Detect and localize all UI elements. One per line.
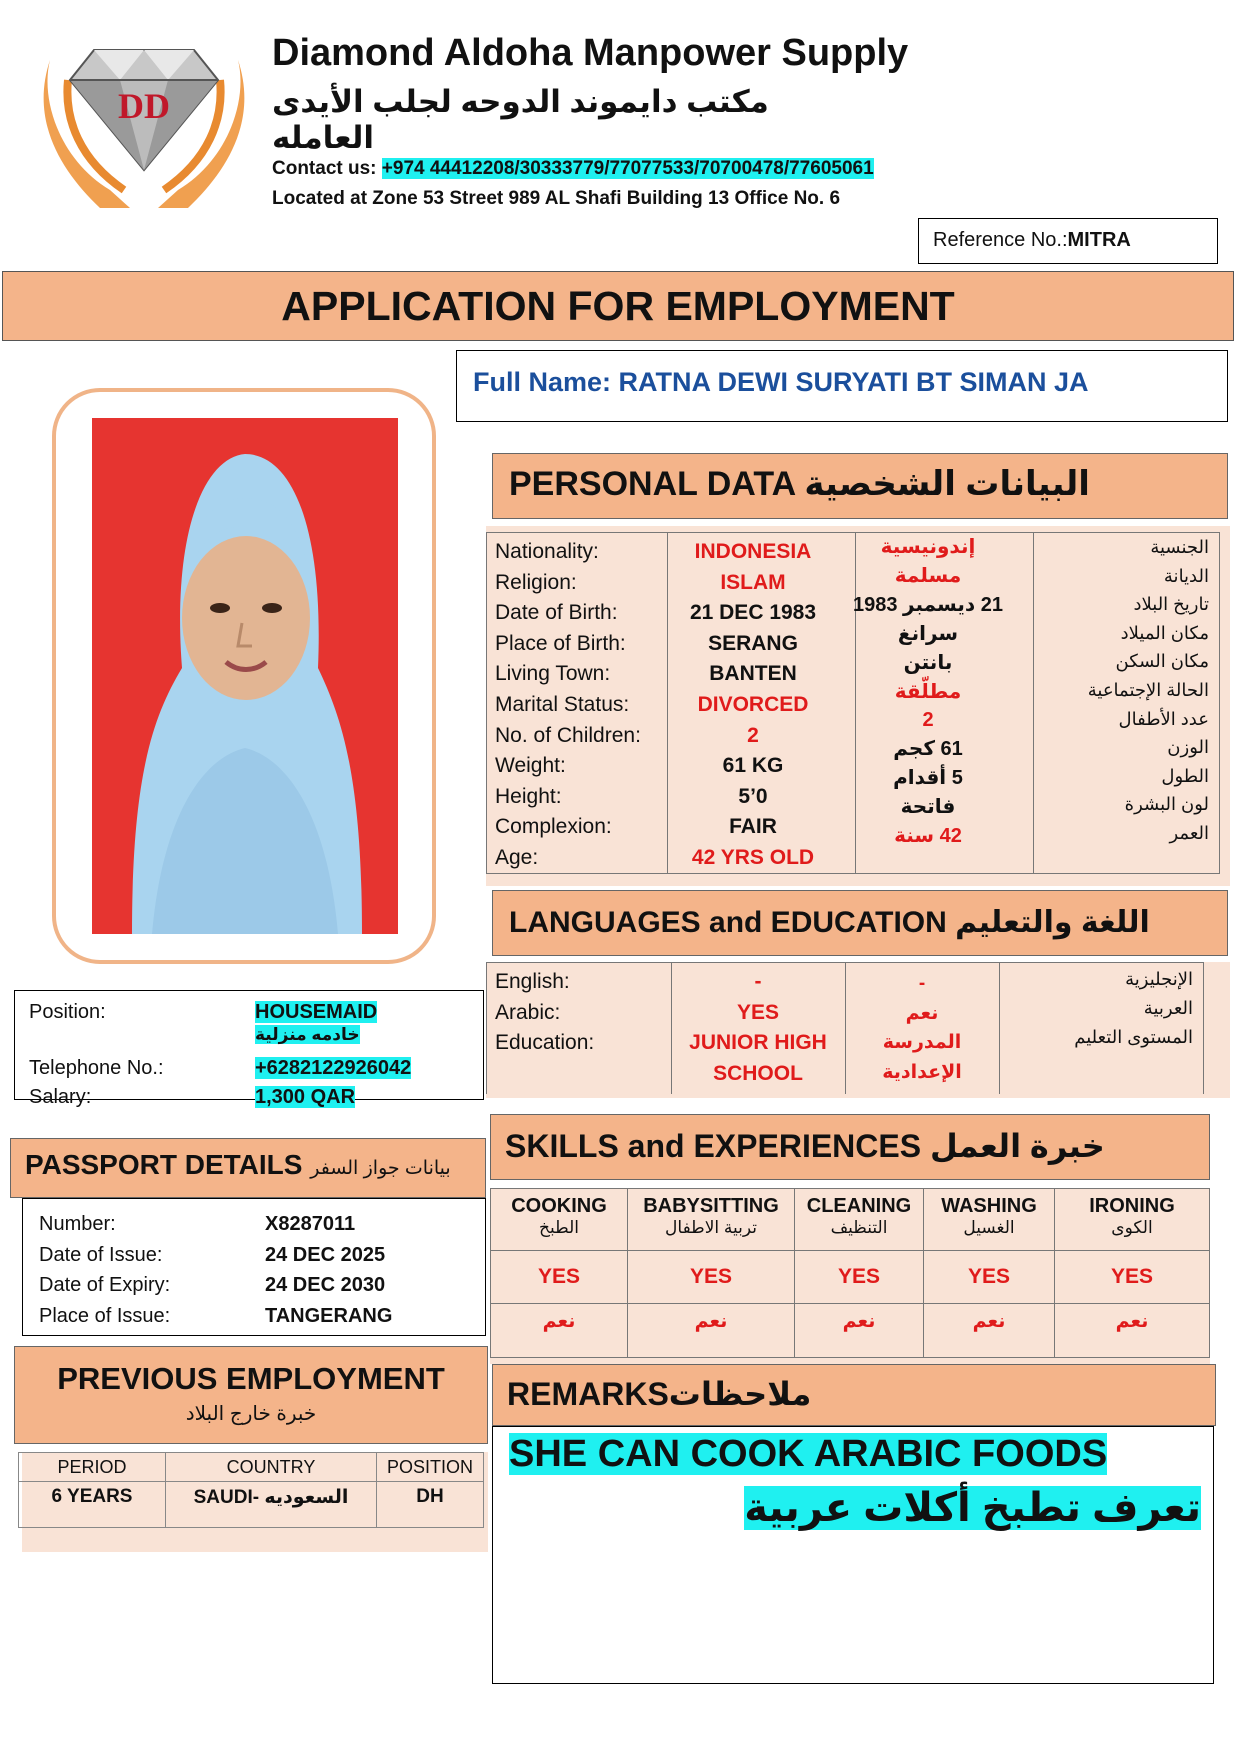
ar-value-age: 42 سنة [894,825,962,848]
personal-labels-ar [1025,533,1209,848]
contact-label: Contact us: [272,158,377,179]
ar-value-religion: مسلمة [894,564,962,587]
value-arabic: YES [736,1000,780,1024]
label-nationality: Nationality: [495,540,599,563]
personal-values-ar [835,533,1021,851]
ar-label-english: الإنجليزية [1125,969,1193,989]
label-weight: Weight: [495,754,566,778]
label-height: Height: [495,784,562,808]
ar-label-height: الطول [1161,765,1209,786]
skill-name: COOKING [511,1195,607,1217]
personal-labels [495,537,641,874]
value-marital: DIVORCED [697,692,809,716]
label-children: No. of Children: [495,723,641,747]
languages-title-en: LANGUAGES and EDUCATION [509,906,947,939]
prev-header-country: COUNTRY [166,1453,377,1482]
value-children: 2 [747,723,759,747]
personal-values [671,537,835,874]
label-education: Education: [495,1031,595,1054]
remarks-box [492,1426,1214,1684]
label-marital: Marital Status: [495,692,630,716]
value-age: 42 YRS OLD [691,845,815,869]
full-name-box [456,350,1228,422]
label-pob: Place of Birth: [495,631,626,655]
passport-values [265,1209,392,1331]
telephone-value: +6282122926042 [255,1057,412,1079]
languages-labels [495,967,594,1059]
company-name-en: Diamond Aldoha Manpower Supply [272,32,909,74]
remarks-text-ar: تعرف تطبخ أكلات عربية [744,1486,1201,1530]
ar-value-dob: 21 ديسمبر 1983 [852,593,1003,616]
remarks-text-en: SHE CAN COOK ARABIC FOODS [509,1433,1108,1475]
prev-header-position: POSITION [377,1453,484,1482]
skill-name-ar: تربية الاطفال [665,1218,757,1237]
skill-babysitting-value-ar: نعم [628,1303,795,1357]
skill-cooking-value: YES [491,1251,628,1303]
ar-label-weight: الوزن [1167,737,1209,758]
value-weight: 61 KG [722,754,784,778]
label-dob: Date of Birth: [495,601,618,625]
ar-label-complexion: لون البشرة [1124,794,1209,815]
applicant-photo [92,418,398,934]
ar-value-english: - [918,973,926,994]
languages-title-ar: اللغة والتعليم [955,906,1150,939]
personal-data-table [486,532,1220,874]
languages-header [492,890,1228,956]
previous-title-ar: خبرة خارج البلاد [185,1403,317,1425]
skill-name-ar: الطبخ [539,1218,579,1237]
label-religion: Religion: [495,570,577,594]
company-name-ar: مكتب دايموند الدوحه لجلب الأيدى العامله [272,84,769,155]
passport-number-label: Number: [39,1213,116,1235]
skill-cooking-header [491,1189,628,1251]
passport-place-label: Place of Issue: [39,1304,171,1327]
skill-cleaning-value: YES [795,1251,924,1303]
skills-table [490,1188,1210,1358]
salary-value: 1,300 QAR [255,1086,356,1108]
skill-cleaning-header [795,1189,924,1251]
reference-label: Reference No.: [933,229,1068,251]
skill-name-ar: الكوى [1111,1218,1153,1237]
ar-value-complexion: فاتحة [900,796,956,819]
position-box [14,990,484,1108]
ar-value-weight: 61 كجم [893,738,963,761]
skill-name: BABYSITTING [643,1195,779,1217]
skills-title-en: SKILLS and EXPERIENCES [505,1128,922,1164]
skill-ironing-value: YES [1055,1251,1210,1303]
ar-label-religion: الديانة [1163,565,1209,586]
ar-label-marital: الحالة الإجتماعية [1087,679,1209,700]
skill-ironing-header [1055,1189,1210,1251]
contact-line [272,158,874,180]
value-nationality: INDONESIA [694,540,812,563]
remarks-header [492,1364,1216,1426]
ar-label-living-town: مكان السكن [1115,651,1209,672]
passport-number-value: X8287011 [265,1213,356,1235]
remarks-title-ar: ملاحظات [668,1376,812,1412]
skill-name: CLEANING [806,1195,912,1217]
languages-table [486,962,1204,1094]
ar-value-children: 2 [922,709,934,732]
languages-labels-ar [1003,965,1193,1052]
value-education-2: SCHOOL [713,1061,803,1085]
ar-value-arabic: نعم [905,1002,939,1024]
position-label: Position: [29,1001,106,1023]
skill-washing-value: YES [924,1251,1055,1303]
ar-label-arabic: العربية [1143,998,1193,1018]
skill-cooking-value-ar: نعم [491,1303,628,1357]
skill-ironing-value-ar: نعم [1055,1303,1210,1357]
passport-place-value: TANGERANG [265,1304,393,1327]
ar-label-education: المستوى التعليم [1074,1027,1193,1047]
value-religion: ISLAM [720,570,786,594]
passport-expiry-value: 24 DEC 2030 [265,1274,386,1296]
label-english: English: [495,970,570,993]
passport-issue-value: 24 DEC 2025 [265,1243,386,1266]
page-title: APPLICATION FOR EMPLOYMENT [2,271,1234,341]
value-height: 5’0 [738,784,768,808]
languages-values [671,967,845,1089]
ar-label-age: العمر [1169,822,1209,843]
value-english: - [754,970,762,993]
ar-value-marital: مطلّقة [894,680,962,703]
full-name-label: Full Name: [473,367,612,397]
prev-position: DH [377,1482,484,1528]
skills-title-ar: خبرة العمل [929,1128,1105,1164]
value-living-town: BANTEN [709,662,797,686]
prev-period: 6 YEARS [19,1482,166,1528]
skills-header [490,1114,1210,1180]
office-location: Located at Zone 53 Street 989 AL Shafi Building 13 Office No. 6 [272,188,841,209]
full-name: RATNA DEWI SURYATI BT SIMAN JA [618,367,1089,397]
company-logo [40,40,248,208]
telephone-label: Telephone No.: [29,1057,164,1079]
label-living-town: Living Town: [495,662,611,686]
personal-data-header [492,453,1228,519]
ar-value-education-2: الإعدادية [882,1061,962,1083]
ar-label-nationality: الجنسية [1150,537,1209,557]
passport-title-ar: بيانات جواز السفر [310,1158,451,1179]
passport-title-en: PASSPORT DETAILS [25,1149,303,1180]
languages-values-ar [845,969,999,1087]
label-age: Age: [495,845,539,869]
skill-name: WASHING [941,1195,1037,1217]
position-value: HOUSEMAID [255,1001,378,1023]
skill-name-ar: الغسيل [963,1218,1015,1237]
ar-value-height: 5 أقدام [893,767,963,790]
personal-title-ar: البيانات الشخصية [804,465,1090,503]
salary-label: Salary: [29,1086,92,1108]
skill-cleaning-value-ar: نعم [795,1303,924,1357]
passport-box [22,1198,486,1336]
ar-label-children: عدد الأطفال [1118,708,1209,729]
ar-value-education-1: المدرسة [882,1032,962,1053]
reference-value: MITRA [1067,229,1131,251]
personal-title-en: PERSONAL DATA [509,465,795,503]
value-pob: SERANG [708,631,798,655]
previous-title-en: PREVIOUS EMPLOYMENT [57,1361,445,1396]
passport-expiry-label: Date of Expiry: [39,1274,171,1296]
remarks-title-en: REMARKS [507,1376,669,1412]
label-complexion: Complexion: [495,815,612,839]
skill-name-ar: التنظيف [830,1218,888,1237]
previous-employment-header [14,1346,488,1444]
skill-babysitting-header [628,1189,795,1251]
value-complexion: FAIR [729,815,777,839]
logo-letters: DD [118,86,170,126]
ar-label-pob: مكان الميلاد [1120,622,1209,643]
contact-numbers: +974 44412208/30333779/77077533/70700478/77605061 [381,158,874,179]
value-dob: 21 DEC 1983 [689,601,817,625]
skill-babysitting-value: YES [628,1251,795,1303]
ar-value-pob: سرانغ [897,622,959,645]
ar-label-dob: تاريخ البلاد [1133,594,1209,615]
passport-header [10,1138,486,1198]
skill-name: IRONING [1089,1195,1175,1217]
position-value-ar: خادمه منزلية [255,1025,360,1044]
prev-country: SAUDI- السعوديه [166,1482,377,1528]
ar-value-living-town: بانتن [903,651,953,674]
label-arabic: Arabic: [495,1000,561,1024]
reference-box [918,218,1218,264]
skill-washing-header [924,1189,1055,1251]
previous-employment-table [18,1452,484,1528]
value-education-1: JUNIOR HIGH [689,1031,827,1054]
passport-labels [39,1209,170,1331]
ar-value-nationality: إندونيسية [880,536,976,558]
skill-washing-value-ar: نعم [924,1303,1055,1357]
prev-header-period: PERIOD [19,1453,166,1482]
passport-issue-label: Date of Issue: [39,1243,163,1266]
